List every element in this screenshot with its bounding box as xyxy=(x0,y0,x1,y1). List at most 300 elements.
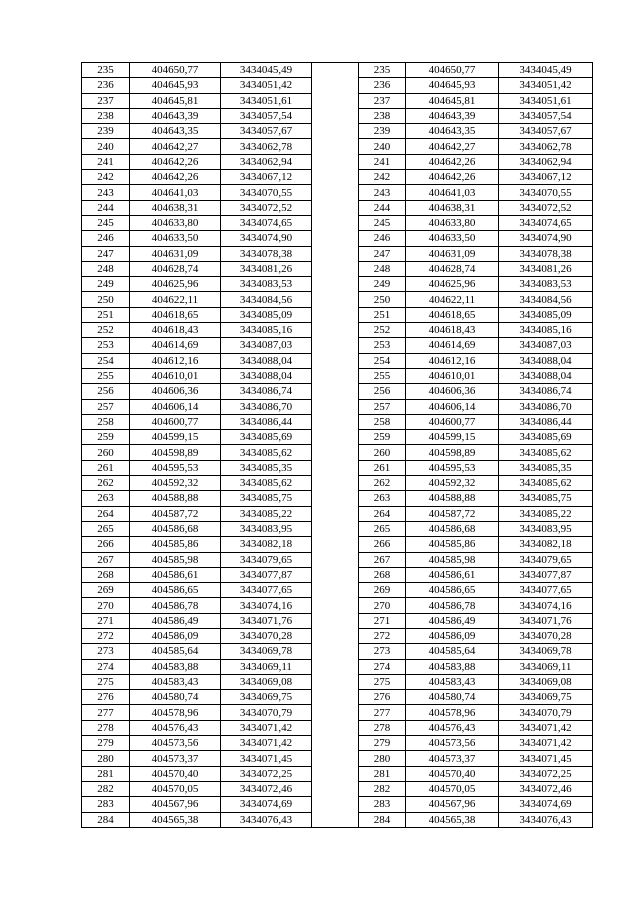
column-gap xyxy=(312,720,359,735)
column-gap xyxy=(312,659,359,674)
right-y-coordinate-cell: 3434085,69 xyxy=(499,430,593,445)
left-x-coordinate-cell: 404622,11 xyxy=(130,292,221,307)
left-x-coordinate-cell: 404598,89 xyxy=(130,445,221,460)
column-gap xyxy=(312,200,359,215)
right-y-coordinate-cell: 3434069,78 xyxy=(499,644,593,659)
right-point-number-cell: 247 xyxy=(359,246,406,261)
table-row xyxy=(82,338,593,353)
right-point-number-cell: 257 xyxy=(359,399,406,414)
right-x-coordinate-cell: 404650,77 xyxy=(406,63,499,78)
column-gap xyxy=(312,277,359,292)
right-x-coordinate-cell: 404600,77 xyxy=(406,414,499,429)
column-gap xyxy=(312,537,359,552)
column-gap xyxy=(312,384,359,399)
table-row xyxy=(82,323,593,338)
column-gap xyxy=(312,598,359,613)
left-x-coordinate-cell: 404592,32 xyxy=(130,476,221,491)
left-y-coordinate-cell: 3434084,56 xyxy=(221,292,312,307)
column-gap xyxy=(312,674,359,689)
right-y-coordinate-cell: 3434057,67 xyxy=(499,124,593,139)
column-gap xyxy=(312,736,359,751)
left-y-coordinate-cell: 3434076,43 xyxy=(221,812,312,827)
right-point-number-cell: 275 xyxy=(359,674,406,689)
table-row xyxy=(82,583,593,598)
left-point-number-cell: 258 xyxy=(82,414,130,429)
table-row xyxy=(82,720,593,735)
table-row xyxy=(82,200,593,215)
left-x-coordinate-cell: 404573,56 xyxy=(130,736,221,751)
right-x-coordinate-cell: 404580,74 xyxy=(406,690,499,705)
left-y-coordinate-cell: 3434085,75 xyxy=(221,491,312,506)
left-y-coordinate-cell: 3434072,46 xyxy=(221,781,312,796)
left-y-coordinate-cell: 3434085,35 xyxy=(221,460,312,475)
right-point-number-cell: 267 xyxy=(359,552,406,567)
table-row xyxy=(82,139,593,154)
column-gap xyxy=(312,567,359,582)
left-x-coordinate-cell: 404628,74 xyxy=(130,261,221,276)
right-x-coordinate-cell: 404614,69 xyxy=(406,338,499,353)
left-point-number-cell: 267 xyxy=(82,552,130,567)
left-x-coordinate-cell: 404625,96 xyxy=(130,277,221,292)
left-y-coordinate-cell: 3434071,76 xyxy=(221,613,312,628)
right-point-number-cell: 263 xyxy=(359,491,406,506)
left-y-coordinate-cell: 3434083,95 xyxy=(221,521,312,536)
right-x-coordinate-cell: 404588,88 xyxy=(406,491,499,506)
left-point-number-cell: 281 xyxy=(82,766,130,781)
right-y-coordinate-cell: 3434071,76 xyxy=(499,613,593,628)
table-row xyxy=(82,705,593,720)
left-point-number-cell: 266 xyxy=(82,537,130,552)
right-y-coordinate-cell: 3434086,44 xyxy=(499,414,593,429)
left-y-coordinate-cell: 3434088,04 xyxy=(221,368,312,383)
right-point-number-cell: 237 xyxy=(359,93,406,108)
right-y-coordinate-cell: 3434076,43 xyxy=(499,812,593,827)
right-y-coordinate-cell: 3434045,49 xyxy=(499,63,593,78)
table-row xyxy=(82,598,593,613)
column-gap xyxy=(312,445,359,460)
left-y-coordinate-cell: 3434086,74 xyxy=(221,384,312,399)
right-x-coordinate-cell: 404586,09 xyxy=(406,628,499,643)
right-point-number-cell: 259 xyxy=(359,430,406,445)
right-point-number-cell: 238 xyxy=(359,108,406,123)
left-x-coordinate-cell: 404618,65 xyxy=(130,307,221,322)
left-y-coordinate-cell: 3434069,75 xyxy=(221,690,312,705)
left-x-coordinate-cell: 404645,93 xyxy=(130,78,221,93)
left-x-coordinate-cell: 404586,61 xyxy=(130,567,221,582)
left-x-coordinate-cell: 404650,77 xyxy=(130,63,221,78)
right-x-coordinate-cell: 404592,32 xyxy=(406,476,499,491)
table-row xyxy=(82,430,593,445)
right-y-coordinate-cell: 3434070,79 xyxy=(499,705,593,720)
right-y-coordinate-cell: 3434085,75 xyxy=(499,491,593,506)
table-row xyxy=(82,781,593,796)
table-row xyxy=(82,690,593,705)
table-row xyxy=(82,445,593,460)
right-x-coordinate-cell: 404638,31 xyxy=(406,200,499,215)
right-x-coordinate-cell: 404622,11 xyxy=(406,292,499,307)
left-point-number-cell: 251 xyxy=(82,307,130,322)
right-x-coordinate-cell: 404642,26 xyxy=(406,154,499,169)
right-point-number-cell: 255 xyxy=(359,368,406,383)
right-point-number-cell: 277 xyxy=(359,705,406,720)
right-y-coordinate-cell: 3434070,55 xyxy=(499,185,593,200)
left-y-coordinate-cell: 3434072,52 xyxy=(221,200,312,215)
left-y-coordinate-cell: 3434071,45 xyxy=(221,751,312,766)
right-x-coordinate-cell: 404643,35 xyxy=(406,124,499,139)
right-x-coordinate-cell: 404631,09 xyxy=(406,246,499,261)
right-y-coordinate-cell: 3434079,65 xyxy=(499,552,593,567)
left-x-coordinate-cell: 404606,14 xyxy=(130,399,221,414)
left-point-number-cell: 237 xyxy=(82,93,130,108)
right-point-number-cell: 244 xyxy=(359,200,406,215)
right-x-coordinate-cell: 404578,96 xyxy=(406,705,499,720)
right-x-coordinate-cell: 404583,88 xyxy=(406,659,499,674)
left-x-coordinate-cell: 404585,64 xyxy=(130,644,221,659)
coordinates-table-body xyxy=(82,63,593,828)
left-y-coordinate-cell: 3434069,78 xyxy=(221,644,312,659)
table-row xyxy=(82,521,593,536)
right-x-coordinate-cell: 404586,61 xyxy=(406,567,499,582)
left-x-coordinate-cell: 404573,37 xyxy=(130,751,221,766)
left-x-coordinate-cell: 404631,09 xyxy=(130,246,221,261)
right-y-coordinate-cell: 3434072,46 xyxy=(499,781,593,796)
left-point-number-cell: 280 xyxy=(82,751,130,766)
right-point-number-cell: 249 xyxy=(359,277,406,292)
column-gap xyxy=(312,353,359,368)
right-x-coordinate-cell: 404585,86 xyxy=(406,537,499,552)
right-y-coordinate-cell: 3434081,26 xyxy=(499,261,593,276)
right-point-number-cell: 245 xyxy=(359,215,406,230)
right-point-number-cell: 243 xyxy=(359,185,406,200)
right-x-coordinate-cell: 404599,15 xyxy=(406,430,499,445)
left-y-coordinate-cell: 3434072,25 xyxy=(221,766,312,781)
left-x-coordinate-cell: 404583,43 xyxy=(130,674,221,689)
left-y-coordinate-cell: 3434085,09 xyxy=(221,307,312,322)
left-y-coordinate-cell: 3434082,18 xyxy=(221,537,312,552)
column-gap xyxy=(312,399,359,414)
column-gap xyxy=(312,583,359,598)
left-point-number-cell: 255 xyxy=(82,368,130,383)
table-row xyxy=(82,154,593,169)
column-gap xyxy=(312,63,359,78)
table-row xyxy=(82,491,593,506)
left-y-coordinate-cell: 3434070,28 xyxy=(221,628,312,643)
column-gap xyxy=(312,460,359,475)
right-y-coordinate-cell: 3434085,35 xyxy=(499,460,593,475)
column-gap xyxy=(312,628,359,643)
left-point-number-cell: 243 xyxy=(82,185,130,200)
left-y-coordinate-cell: 3434083,53 xyxy=(221,277,312,292)
right-y-coordinate-cell: 3434074,69 xyxy=(499,797,593,812)
right-y-coordinate-cell: 3434083,53 xyxy=(499,277,593,292)
right-x-coordinate-cell: 404576,43 xyxy=(406,720,499,735)
left-x-coordinate-cell: 404570,05 xyxy=(130,781,221,796)
column-gap xyxy=(312,552,359,567)
table-row xyxy=(82,674,593,689)
left-point-number-cell: 259 xyxy=(82,430,130,445)
left-y-coordinate-cell: 3434081,26 xyxy=(221,261,312,276)
table-row xyxy=(82,567,593,582)
right-point-number-cell: 242 xyxy=(359,170,406,185)
left-x-coordinate-cell: 404578,96 xyxy=(130,705,221,720)
right-x-coordinate-cell: 404606,36 xyxy=(406,384,499,399)
left-point-number-cell: 269 xyxy=(82,583,130,598)
right-y-coordinate-cell: 3434072,25 xyxy=(499,766,593,781)
left-point-number-cell: 279 xyxy=(82,736,130,751)
right-point-number-cell: 272 xyxy=(359,628,406,643)
left-point-number-cell: 271 xyxy=(82,613,130,628)
right-x-coordinate-cell: 404628,74 xyxy=(406,261,499,276)
left-y-coordinate-cell: 3434088,04 xyxy=(221,353,312,368)
right-x-coordinate-cell: 404586,68 xyxy=(406,521,499,536)
left-point-number-cell: 276 xyxy=(82,690,130,705)
right-y-coordinate-cell: 3434085,16 xyxy=(499,323,593,338)
table-row xyxy=(82,552,593,567)
table-row xyxy=(82,185,593,200)
table-row xyxy=(82,170,593,185)
left-y-coordinate-cell: 3434067,12 xyxy=(221,170,312,185)
right-x-coordinate-cell: 404570,40 xyxy=(406,766,499,781)
right-y-coordinate-cell: 3434085,22 xyxy=(499,506,593,521)
left-x-coordinate-cell: 404580,74 xyxy=(130,690,221,705)
column-gap xyxy=(312,246,359,261)
right-y-coordinate-cell: 3434086,70 xyxy=(499,399,593,414)
left-point-number-cell: 253 xyxy=(82,338,130,353)
table-row xyxy=(82,399,593,414)
left-point-number-cell: 262 xyxy=(82,476,130,491)
column-gap xyxy=(312,139,359,154)
left-y-coordinate-cell: 3434071,42 xyxy=(221,736,312,751)
left-point-number-cell: 238 xyxy=(82,108,130,123)
column-gap xyxy=(312,705,359,720)
column-gap xyxy=(312,154,359,169)
column-gap xyxy=(312,108,359,123)
left-x-coordinate-cell: 404599,15 xyxy=(130,430,221,445)
column-gap xyxy=(312,78,359,93)
right-point-number-cell: 261 xyxy=(359,460,406,475)
column-gap xyxy=(312,124,359,139)
column-gap xyxy=(312,231,359,246)
left-y-coordinate-cell: 3434086,70 xyxy=(221,399,312,414)
table-row xyxy=(82,766,593,781)
left-x-coordinate-cell: 404614,69 xyxy=(130,338,221,353)
left-y-coordinate-cell: 3434074,65 xyxy=(221,215,312,230)
right-y-coordinate-cell: 3434069,75 xyxy=(499,690,593,705)
table-row xyxy=(82,812,593,827)
right-point-number-cell: 260 xyxy=(359,445,406,460)
left-point-number-cell: 273 xyxy=(82,644,130,659)
right-x-coordinate-cell: 404586,65 xyxy=(406,583,499,598)
right-point-number-cell: 240 xyxy=(359,139,406,154)
column-gap xyxy=(312,185,359,200)
right-y-coordinate-cell: 3434085,62 xyxy=(499,445,593,460)
right-y-coordinate-cell: 3434074,16 xyxy=(499,598,593,613)
column-gap xyxy=(312,307,359,322)
left-point-number-cell: 236 xyxy=(82,78,130,93)
right-point-number-cell: 280 xyxy=(359,751,406,766)
left-x-coordinate-cell: 404600,77 xyxy=(130,414,221,429)
table-row xyxy=(82,63,593,78)
right-y-coordinate-cell: 3434070,28 xyxy=(499,628,593,643)
left-x-coordinate-cell: 404606,36 xyxy=(130,384,221,399)
left-x-coordinate-cell: 404633,80 xyxy=(130,215,221,230)
left-y-coordinate-cell: 3434057,67 xyxy=(221,124,312,139)
left-x-coordinate-cell: 404583,88 xyxy=(130,659,221,674)
column-gap xyxy=(312,93,359,108)
left-x-coordinate-cell: 404642,26 xyxy=(130,154,221,169)
right-point-number-cell: 253 xyxy=(359,338,406,353)
table-row xyxy=(82,659,593,674)
table-row xyxy=(82,277,593,292)
column-gap xyxy=(312,812,359,827)
left-point-number-cell: 265 xyxy=(82,521,130,536)
right-y-coordinate-cell: 3434077,65 xyxy=(499,583,593,598)
column-gap xyxy=(312,430,359,445)
right-y-coordinate-cell: 3434062,78 xyxy=(499,139,593,154)
left-x-coordinate-cell: 404586,49 xyxy=(130,613,221,628)
right-y-coordinate-cell: 3434084,56 xyxy=(499,292,593,307)
left-x-coordinate-cell: 404643,39 xyxy=(130,108,221,123)
column-gap xyxy=(312,797,359,812)
left-x-coordinate-cell: 404610,01 xyxy=(130,368,221,383)
right-x-coordinate-cell: 404587,72 xyxy=(406,506,499,521)
left-y-coordinate-cell: 3434045,49 xyxy=(221,63,312,78)
column-gap xyxy=(312,292,359,307)
column-gap xyxy=(312,215,359,230)
table-row xyxy=(82,246,593,261)
right-x-coordinate-cell: 404641,03 xyxy=(406,185,499,200)
right-x-coordinate-cell: 404565,38 xyxy=(406,812,499,827)
left-y-coordinate-cell: 3434070,79 xyxy=(221,705,312,720)
right-x-coordinate-cell: 404598,89 xyxy=(406,445,499,460)
left-point-number-cell: 235 xyxy=(82,63,130,78)
left-point-number-cell: 242 xyxy=(82,170,130,185)
table-row xyxy=(82,124,593,139)
table-row xyxy=(82,613,593,628)
right-point-number-cell: 284 xyxy=(359,812,406,827)
left-x-coordinate-cell: 404585,98 xyxy=(130,552,221,567)
right-x-coordinate-cell: 404642,27 xyxy=(406,139,499,154)
right-x-coordinate-cell: 404618,43 xyxy=(406,323,499,338)
left-y-coordinate-cell: 3434051,42 xyxy=(221,78,312,93)
right-y-coordinate-cell: 3434088,04 xyxy=(499,353,593,368)
right-y-coordinate-cell: 3434067,12 xyxy=(499,170,593,185)
left-point-number-cell: 252 xyxy=(82,323,130,338)
left-y-coordinate-cell: 3434070,55 xyxy=(221,185,312,200)
column-gap xyxy=(312,613,359,628)
right-point-number-cell: 246 xyxy=(359,231,406,246)
left-x-coordinate-cell: 404567,96 xyxy=(130,797,221,812)
left-point-number-cell: 247 xyxy=(82,246,130,261)
left-point-number-cell: 264 xyxy=(82,506,130,521)
right-y-coordinate-cell: 3434072,52 xyxy=(499,200,593,215)
left-x-coordinate-cell: 404586,09 xyxy=(130,628,221,643)
left-y-coordinate-cell: 3434074,16 xyxy=(221,598,312,613)
right-x-coordinate-cell: 404645,81 xyxy=(406,93,499,108)
left-x-coordinate-cell: 404586,78 xyxy=(130,598,221,613)
right-point-number-cell: 258 xyxy=(359,414,406,429)
left-y-coordinate-cell: 3434062,94 xyxy=(221,154,312,169)
left-point-number-cell: 239 xyxy=(82,124,130,139)
column-gap xyxy=(312,644,359,659)
left-y-coordinate-cell: 3434085,22 xyxy=(221,506,312,521)
left-y-coordinate-cell: 3434078,38 xyxy=(221,246,312,261)
left-point-number-cell: 274 xyxy=(82,659,130,674)
right-y-coordinate-cell: 3434085,62 xyxy=(499,476,593,491)
left-y-coordinate-cell: 3434074,90 xyxy=(221,231,312,246)
right-point-number-cell: 274 xyxy=(359,659,406,674)
right-y-coordinate-cell: 3434071,42 xyxy=(499,720,593,735)
right-x-coordinate-cell: 404645,93 xyxy=(406,78,499,93)
left-point-number-cell: 240 xyxy=(82,139,130,154)
right-point-number-cell: 281 xyxy=(359,766,406,781)
table-row xyxy=(82,292,593,307)
right-y-coordinate-cell: 3434071,42 xyxy=(499,736,593,751)
right-point-number-cell: 248 xyxy=(359,261,406,276)
right-point-number-cell: 270 xyxy=(359,598,406,613)
right-x-coordinate-cell: 404586,78 xyxy=(406,598,499,613)
right-y-coordinate-cell: 3434082,18 xyxy=(499,537,593,552)
left-y-coordinate-cell: 3434079,65 xyxy=(221,552,312,567)
right-y-coordinate-cell: 3434077,87 xyxy=(499,567,593,582)
left-y-coordinate-cell: 3434071,42 xyxy=(221,720,312,735)
right-point-number-cell: 254 xyxy=(359,353,406,368)
column-gap xyxy=(312,781,359,796)
right-point-number-cell: 278 xyxy=(359,720,406,735)
left-x-coordinate-cell: 404642,27 xyxy=(130,139,221,154)
table-row xyxy=(82,476,593,491)
right-x-coordinate-cell: 404586,49 xyxy=(406,613,499,628)
right-x-coordinate-cell: 404585,64 xyxy=(406,644,499,659)
right-x-coordinate-cell: 404610,01 xyxy=(406,368,499,383)
left-point-number-cell: 270 xyxy=(82,598,130,613)
right-point-number-cell: 262 xyxy=(359,476,406,491)
left-y-coordinate-cell: 3434069,11 xyxy=(221,659,312,674)
left-y-coordinate-cell: 3434077,87 xyxy=(221,567,312,582)
left-x-coordinate-cell: 404638,31 xyxy=(130,200,221,215)
right-x-coordinate-cell: 404583,43 xyxy=(406,674,499,689)
right-y-coordinate-cell: 3434069,11 xyxy=(499,659,593,674)
left-point-number-cell: 275 xyxy=(82,674,130,689)
left-x-coordinate-cell: 404585,86 xyxy=(130,537,221,552)
left-x-coordinate-cell: 404570,40 xyxy=(130,766,221,781)
table-row xyxy=(82,537,593,552)
right-point-number-cell: 236 xyxy=(359,78,406,93)
table-row xyxy=(82,628,593,643)
left-point-number-cell: 250 xyxy=(82,292,130,307)
left-y-coordinate-cell: 3434085,62 xyxy=(221,476,312,491)
right-point-number-cell: 256 xyxy=(359,384,406,399)
table-row xyxy=(82,644,593,659)
left-point-number-cell: 248 xyxy=(82,261,130,276)
right-x-coordinate-cell: 404570,05 xyxy=(406,781,499,796)
column-gap xyxy=(312,368,359,383)
left-point-number-cell: 254 xyxy=(82,353,130,368)
left-point-number-cell: 278 xyxy=(82,720,130,735)
column-gap xyxy=(312,261,359,276)
left-point-number-cell: 246 xyxy=(82,231,130,246)
right-point-number-cell: 276 xyxy=(359,690,406,705)
right-x-coordinate-cell: 404625,96 xyxy=(406,277,499,292)
left-x-coordinate-cell: 404612,16 xyxy=(130,353,221,368)
left-y-coordinate-cell: 3434077,65 xyxy=(221,583,312,598)
right-point-number-cell: 273 xyxy=(359,644,406,659)
left-y-coordinate-cell: 3434085,69 xyxy=(221,430,312,445)
table-row xyxy=(82,307,593,322)
left-point-number-cell: 283 xyxy=(82,797,130,812)
right-point-number-cell: 235 xyxy=(359,63,406,78)
column-gap xyxy=(312,506,359,521)
